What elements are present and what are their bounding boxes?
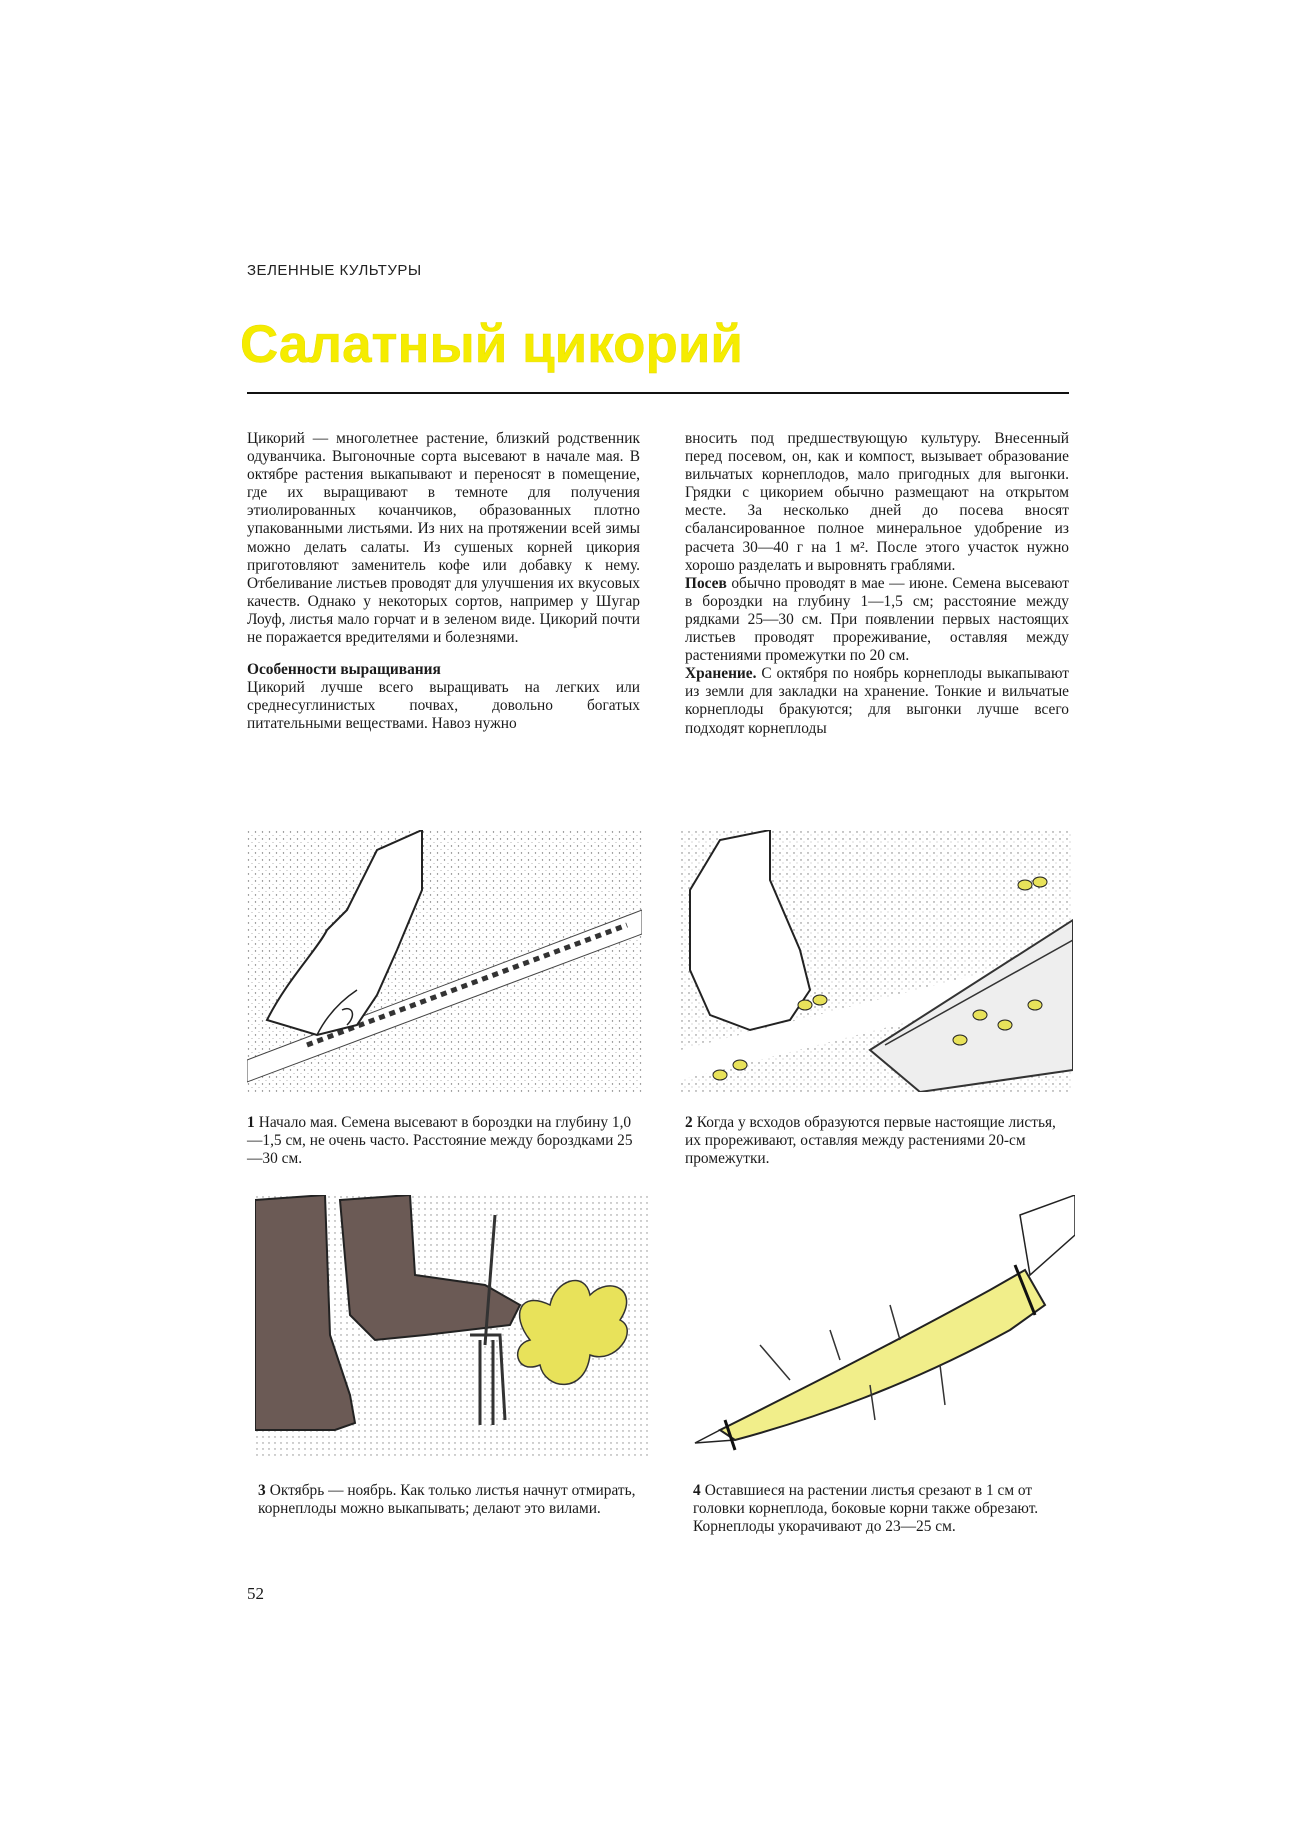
text-column-right — [685, 430, 1069, 738]
storage-paragraph — [685, 665, 1069, 737]
figure-3-number: 3 — [258, 1482, 266, 1499]
sowing-text: обычно проводят в мае — июне. Семена высевают в бороздки на глубину 1—1,5 см; расстояние между рядками 25—30 см. При появлении первых настоящих листьев проводят прореживание, оставляя между растениями промежутки по 20 см. — [685, 574, 1069, 665]
figure-4-text: Оставшиеся на растении листья срезают в 1 см от головки корнеплода, боковые корни также обрезают. Корнеплоды укорачивают до 23—25 см. — [693, 1482, 1039, 1535]
storage-text: С октября по ноябрь корнеплоды выкапывают из земли для закладки на хранение. Тонкие и вильчатые корнеплоды бракуются; для выгонки лучше всего подходят корнеплоды — [685, 665, 1069, 737]
figure-1-caption — [247, 1114, 642, 1168]
page-title: Салатный цикорий — [240, 315, 743, 374]
figure-4-number: 4 — [693, 1482, 701, 1499]
figure-2-number: 2 — [685, 1114, 693, 1131]
figure-2 — [680, 830, 1073, 1092]
figure-1-text: Начало мая. Семена высевают в бороздки на глубину 1,0—1,5 см, не очень часто. Расстояние между бороздками 25—30 см. — [247, 1114, 633, 1167]
growing-paragraph: Цикорий лучше всего выращивать на легких или среднесуглинистых почвах, довольно богатых питательными веществами. Навоз нужно — [247, 679, 640, 733]
section-label: ЗЕЛЕННЫЕ КУЛЬТУРЫ — [247, 262, 422, 279]
root-icon — [690, 1195, 1075, 1457]
figure-2-text: Когда у всходов образуются первые настоящие листья, их прореживают, оставляя между растениями 20-см промежутки. — [685, 1114, 1056, 1167]
hand-sowing-icon — [247, 830, 642, 1092]
sowing-paragraph — [685, 575, 1069, 665]
figure-3 — [255, 1195, 650, 1457]
figure-4 — [690, 1195, 1075, 1457]
figure-1 — [247, 830, 642, 1092]
figure-3-caption — [258, 1482, 653, 1518]
text-column-left — [247, 430, 640, 734]
subheading-growing: Особенности выращивания — [247, 661, 441, 679]
sowing-lead: Посев — [685, 574, 727, 592]
boot-fork-icon — [255, 1195, 650, 1457]
figure-3-text: Октябрь — ноябрь. Как только листья начнут отмирать, корнеплоды можно выкапывать; делают это вилами. — [258, 1482, 636, 1517]
manure-paragraph: вносить под предшествующую культуру. Внесенный перед посевом, он, как и компост, вызывает образование вильчатых корнеплодов, мало пригодных для выгонки. Грядки с цикорием обычно размещают на открытом месте. За несколько дней до посева вносят сбалансированное полное минеральное удобрение из расчета 30—40 г на 1 м². После этого участок нужно хорошо разделать и выровнять граблями. — [685, 430, 1069, 574]
storage-lead: Хранение. — [685, 665, 757, 683]
figure-1-number: 1 — [247, 1114, 255, 1131]
intro-paragraph: Цикорий — многолетнее растение, близкий родственник одуванчика. Выгоночные сорта высевают в начале мая. В октябре растения выкапывают и переносят в помещение, где их выращивают в темноте для получения этиолированных кочанчиков, образованных плотно упакованными листьями. Из них на протяжении всей зимы можно делать салаты. Из сушеных корней цикория приготовляют заменитель кофе или добавку к нему. Отбеливание листьев проводят для улучшения их вкусовых качеств. Однако у некоторых сортов, например у Шугар Лоуф, листья мало горчат и в зеленом виде. Цикорий почти не поражается вредителями и болезнями. — [247, 430, 640, 647]
figure-2-caption — [685, 1114, 1070, 1168]
title-rule — [247, 392, 1069, 394]
page-number: 52 — [247, 1584, 264, 1603]
figure-4-caption — [693, 1482, 1078, 1536]
hand-thinning-icon — [680, 830, 1073, 1092]
